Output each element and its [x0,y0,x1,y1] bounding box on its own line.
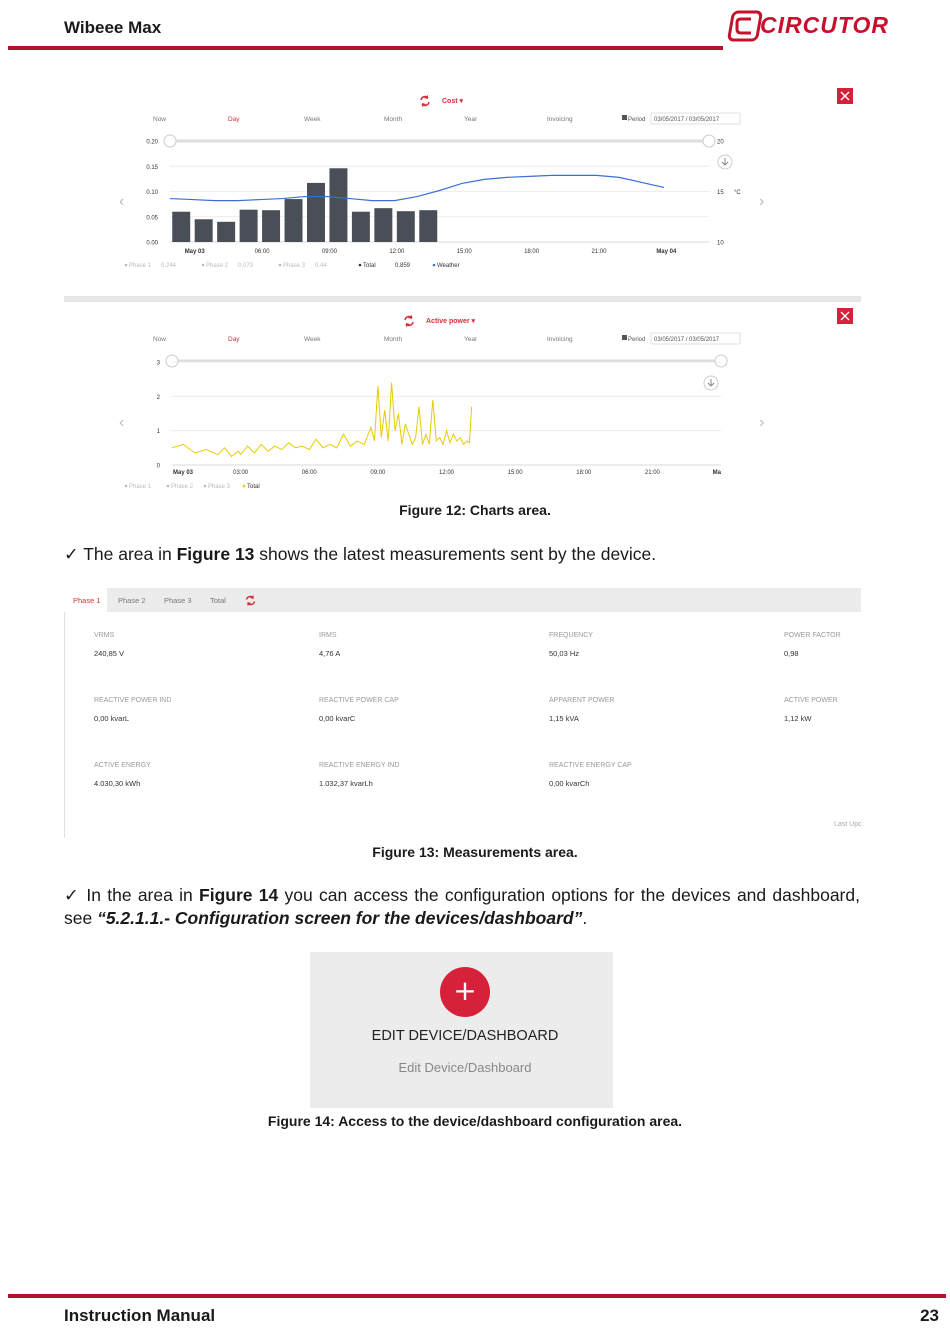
measurement-label: REACTIVE ENERGY IND [319,762,400,769]
header-rule [8,46,723,50]
x-tick-label: 15:00 [456,249,472,255]
bar [397,211,415,242]
chevron-right-icon[interactable]: › [759,414,765,431]
y2-unit-label: °C [734,190,741,196]
tab-invoicing[interactable]: Invoicing [547,336,573,343]
bar [307,183,325,242]
legend-item-phase-3[interactable]: Phase 3 [283,263,306,269]
refresh-icon[interactable] [421,95,429,107]
measurement-value: 1,12 kW [784,714,812,723]
tab-month[interactable]: Month [384,336,403,343]
tab-day[interactable]: Day [228,116,240,123]
measurement-label: REACTIVE ENERGY CAP [549,762,632,769]
document-header-title: Wibeee Max [64,18,162,37]
x-tick-label: 15:00 [507,470,523,476]
footer-manual-label: Instruction Manual [64,1306,216,1325]
para2-text-end: . [582,908,588,928]
bar [285,199,303,242]
y-tick-label: 0 [156,463,160,470]
tab-invoicing[interactable]: Invoicing [547,116,573,123]
y-tick-label: 0.00 [146,240,158,247]
legend-value: 0.859 [395,263,411,269]
measurement-label: ACTIVE POWER [784,697,838,704]
tab-year[interactable]: Year [464,336,478,343]
measurement-value: 1.032,37 kvarLh [319,779,373,788]
figure-12-caption: Figure 12: Charts area. [399,502,551,518]
bar [352,212,370,242]
x-tick-label: 06:00 [254,249,270,255]
legend-item-phase-3[interactable]: Phase 3 [208,484,231,490]
calendar-icon [622,335,627,340]
figure-14-caption: Figure 14: Access to the device/dashboard configuration area. [267,1113,683,1129]
bar [329,168,347,242]
legend-item-phase-1[interactable]: Phase 1 [129,484,152,490]
x-tick-label: 12:00 [438,470,455,476]
add-plus-button[interactable]: + [440,967,490,1017]
tab-week[interactable]: Week [304,336,321,343]
checkmark-icon: ✓ [64,544,79,564]
y-tick-label: 1 [156,429,160,436]
x-tick-label: May 03 [173,470,194,476]
para2-figure-ref: Figure 14 [199,885,279,905]
bar [419,210,437,242]
chart2-selector[interactable]: Active power ▾ [426,318,476,325]
chart-panel-cost [64,84,861,294]
paragraph-measurements [64,543,860,566]
para2-text-mid: you can access the configuration options for the devices and dashboard, see [64,885,860,928]
measurement-label: REACTIVE POWER CAP [319,697,399,704]
measurement-value: 4,76 A [319,649,341,658]
para2-section-ref: “5.2.1.1.- Configuration screen for the devices/dashboard” [97,908,583,928]
paragraph-configuration [64,884,860,930]
chevron-left-icon[interactable]: ‹ [119,414,125,431]
y-tick-label: 0.15 [146,164,158,171]
bar [374,208,392,242]
x-tick-label: 09:00 [321,249,337,255]
chart2-period-label: Period [628,337,646,343]
x-tick-label: 21:00 [591,249,607,255]
para1-text-after: shows the latest measurements sent by the device. [254,544,657,564]
measurement-value: 0,00 kvarC [319,714,356,723]
measurement-value: 1,15 kVA [549,714,579,723]
tab-total[interactable]: Total [210,596,226,605]
legend-item-total[interactable]: Total [363,263,376,269]
chevron-left-icon[interactable]: ‹ [119,193,125,210]
x-tick-label: 06:00 [301,470,317,476]
charts-separator [64,296,861,302]
refresh-icon[interactable] [245,595,256,606]
x-tick-label: 12:00 [389,249,405,255]
y2-tick-label: 20 [717,139,724,146]
calendar-icon [622,115,627,120]
bar [172,212,190,242]
chart1-selector[interactable]: Cost ▾ [442,98,464,105]
x-tick-label: 21:00 [644,470,660,476]
y-tick-label: 2 [156,394,160,401]
legend-marker [125,264,128,267]
legend-marker [433,264,436,267]
checkmark-icon: ✓ [64,885,81,905]
chart1-period-label: Period [628,117,646,123]
footer-rule [8,1294,946,1298]
y2-tick-label: 15 [717,190,724,196]
tab-month[interactable]: Month [384,116,403,123]
x-tick-label: Ma [712,470,721,476]
cost-chart [64,84,861,294]
legend-item-total[interactable]: Total [247,484,260,490]
measurement-value: 240,85 V [94,649,125,658]
x-tick-label: 09:00 [370,470,386,476]
figure-13-caption: Figure 13: Measurements area. [372,844,578,860]
page-number: 23 [920,1306,939,1325]
measurement-label: POWER FACTOR [784,632,841,639]
chevron-right-icon[interactable]: › [759,193,765,210]
tab-day[interactable]: Day [228,336,240,343]
measurements-grid [64,612,861,838]
tab-now[interactable]: Now [153,116,167,123]
para1-figure-ref: Figure 13 [176,544,255,564]
measurement-label: IRMS [319,632,337,639]
legend-marker [125,485,128,488]
bar [262,210,280,242]
y2-tick-label: 10 [717,240,724,247]
range-slider-handle-left[interactable] [164,135,176,147]
legend-marker [167,485,170,488]
legend-item-phase-2[interactable]: Phase 2 [171,484,194,490]
range-slider-handle-right[interactable] [703,135,715,147]
bar [195,219,213,242]
legend-marker [204,485,207,488]
tab-week[interactable]: Week [304,116,321,123]
active-power-line [172,383,472,457]
tab-phase-2[interactable]: Phase 2 [118,596,146,605]
y-tick-label: 0.10 [146,190,158,196]
last-update-text: Last Upc [834,821,862,828]
chart1-period-value: 03/05/2017 / 03/05/2017 [654,117,720,123]
weather-line [170,175,664,200]
legend-value: 0.44 [315,263,327,269]
active-power-chart [64,304,861,494]
measurement-value: 50,03 Hz [549,649,580,658]
measurement-value: 0,00 kvarL [94,714,130,723]
measurement-value: 0,00 kvarCh [549,779,590,788]
refresh-icon[interactable] [405,315,413,327]
measurement-label: FREQUENCY [549,632,593,639]
range-slider-handle-right[interactable] [715,355,727,367]
bar [240,210,258,242]
measurements-tabbar [64,588,861,612]
edit-device-card[interactable] [310,952,613,1108]
para2-text-before: In the area in [80,885,200,905]
circutor-logo-icon [727,9,763,43]
edit-device-title: EDIT DEVICE/DASHBOARD [371,1028,559,1044]
legend-marker [202,264,205,267]
para1-text-before: The area in [78,544,177,564]
legend-item-phase-2[interactable]: Phase 2 [206,263,229,269]
y-tick-label: 3 [156,360,160,367]
edit-device-subtitle: Edit Device/Dashboard [398,1060,532,1075]
legend-item-phase-1[interactable]: Phase 1 [129,263,152,269]
measurement-label: REACTIVE POWER IND [94,697,172,704]
measurement-label: VRMS [94,632,115,639]
y-tick-label: 0.20 [146,139,158,146]
x-tick-label: May 03 [184,249,205,255]
tab-phase-3[interactable]: Phase 3 [164,596,192,605]
chart-panel-active-power [64,304,861,494]
chart2-period-value: 03/05/2017 / 03/05/2017 [654,337,720,343]
measurement-value: 4.030,30 kWh [94,779,141,788]
y-tick-label: 0.05 [146,215,158,222]
legend-marker [279,264,282,267]
measurement-label: ACTIVE ENERGY [94,762,151,769]
x-tick-label: May 04 [656,249,677,255]
measurement-value: 0,98 [784,649,799,658]
legend-marker [359,264,362,267]
legend-item-weather[interactable]: Weather [437,263,460,269]
x-tick-label: 18:00 [576,470,592,476]
bar [217,222,235,242]
x-tick-label: 03:00 [233,470,249,476]
tab-year[interactable]: Year [464,116,478,123]
legend-value: 0.244 [161,263,177,269]
circutor-logo-text: CIRCUTOR [760,12,889,38]
measurement-label: APPARENT POWER [549,697,615,704]
legend-value: 0.073 [238,263,254,269]
legend-marker [243,485,246,488]
tab-now[interactable]: Now [153,336,167,343]
range-slider-handle-left[interactable] [166,355,178,367]
tab-phase-1[interactable]: Phase 1 [73,596,101,605]
x-tick-label: 18:00 [524,249,540,255]
